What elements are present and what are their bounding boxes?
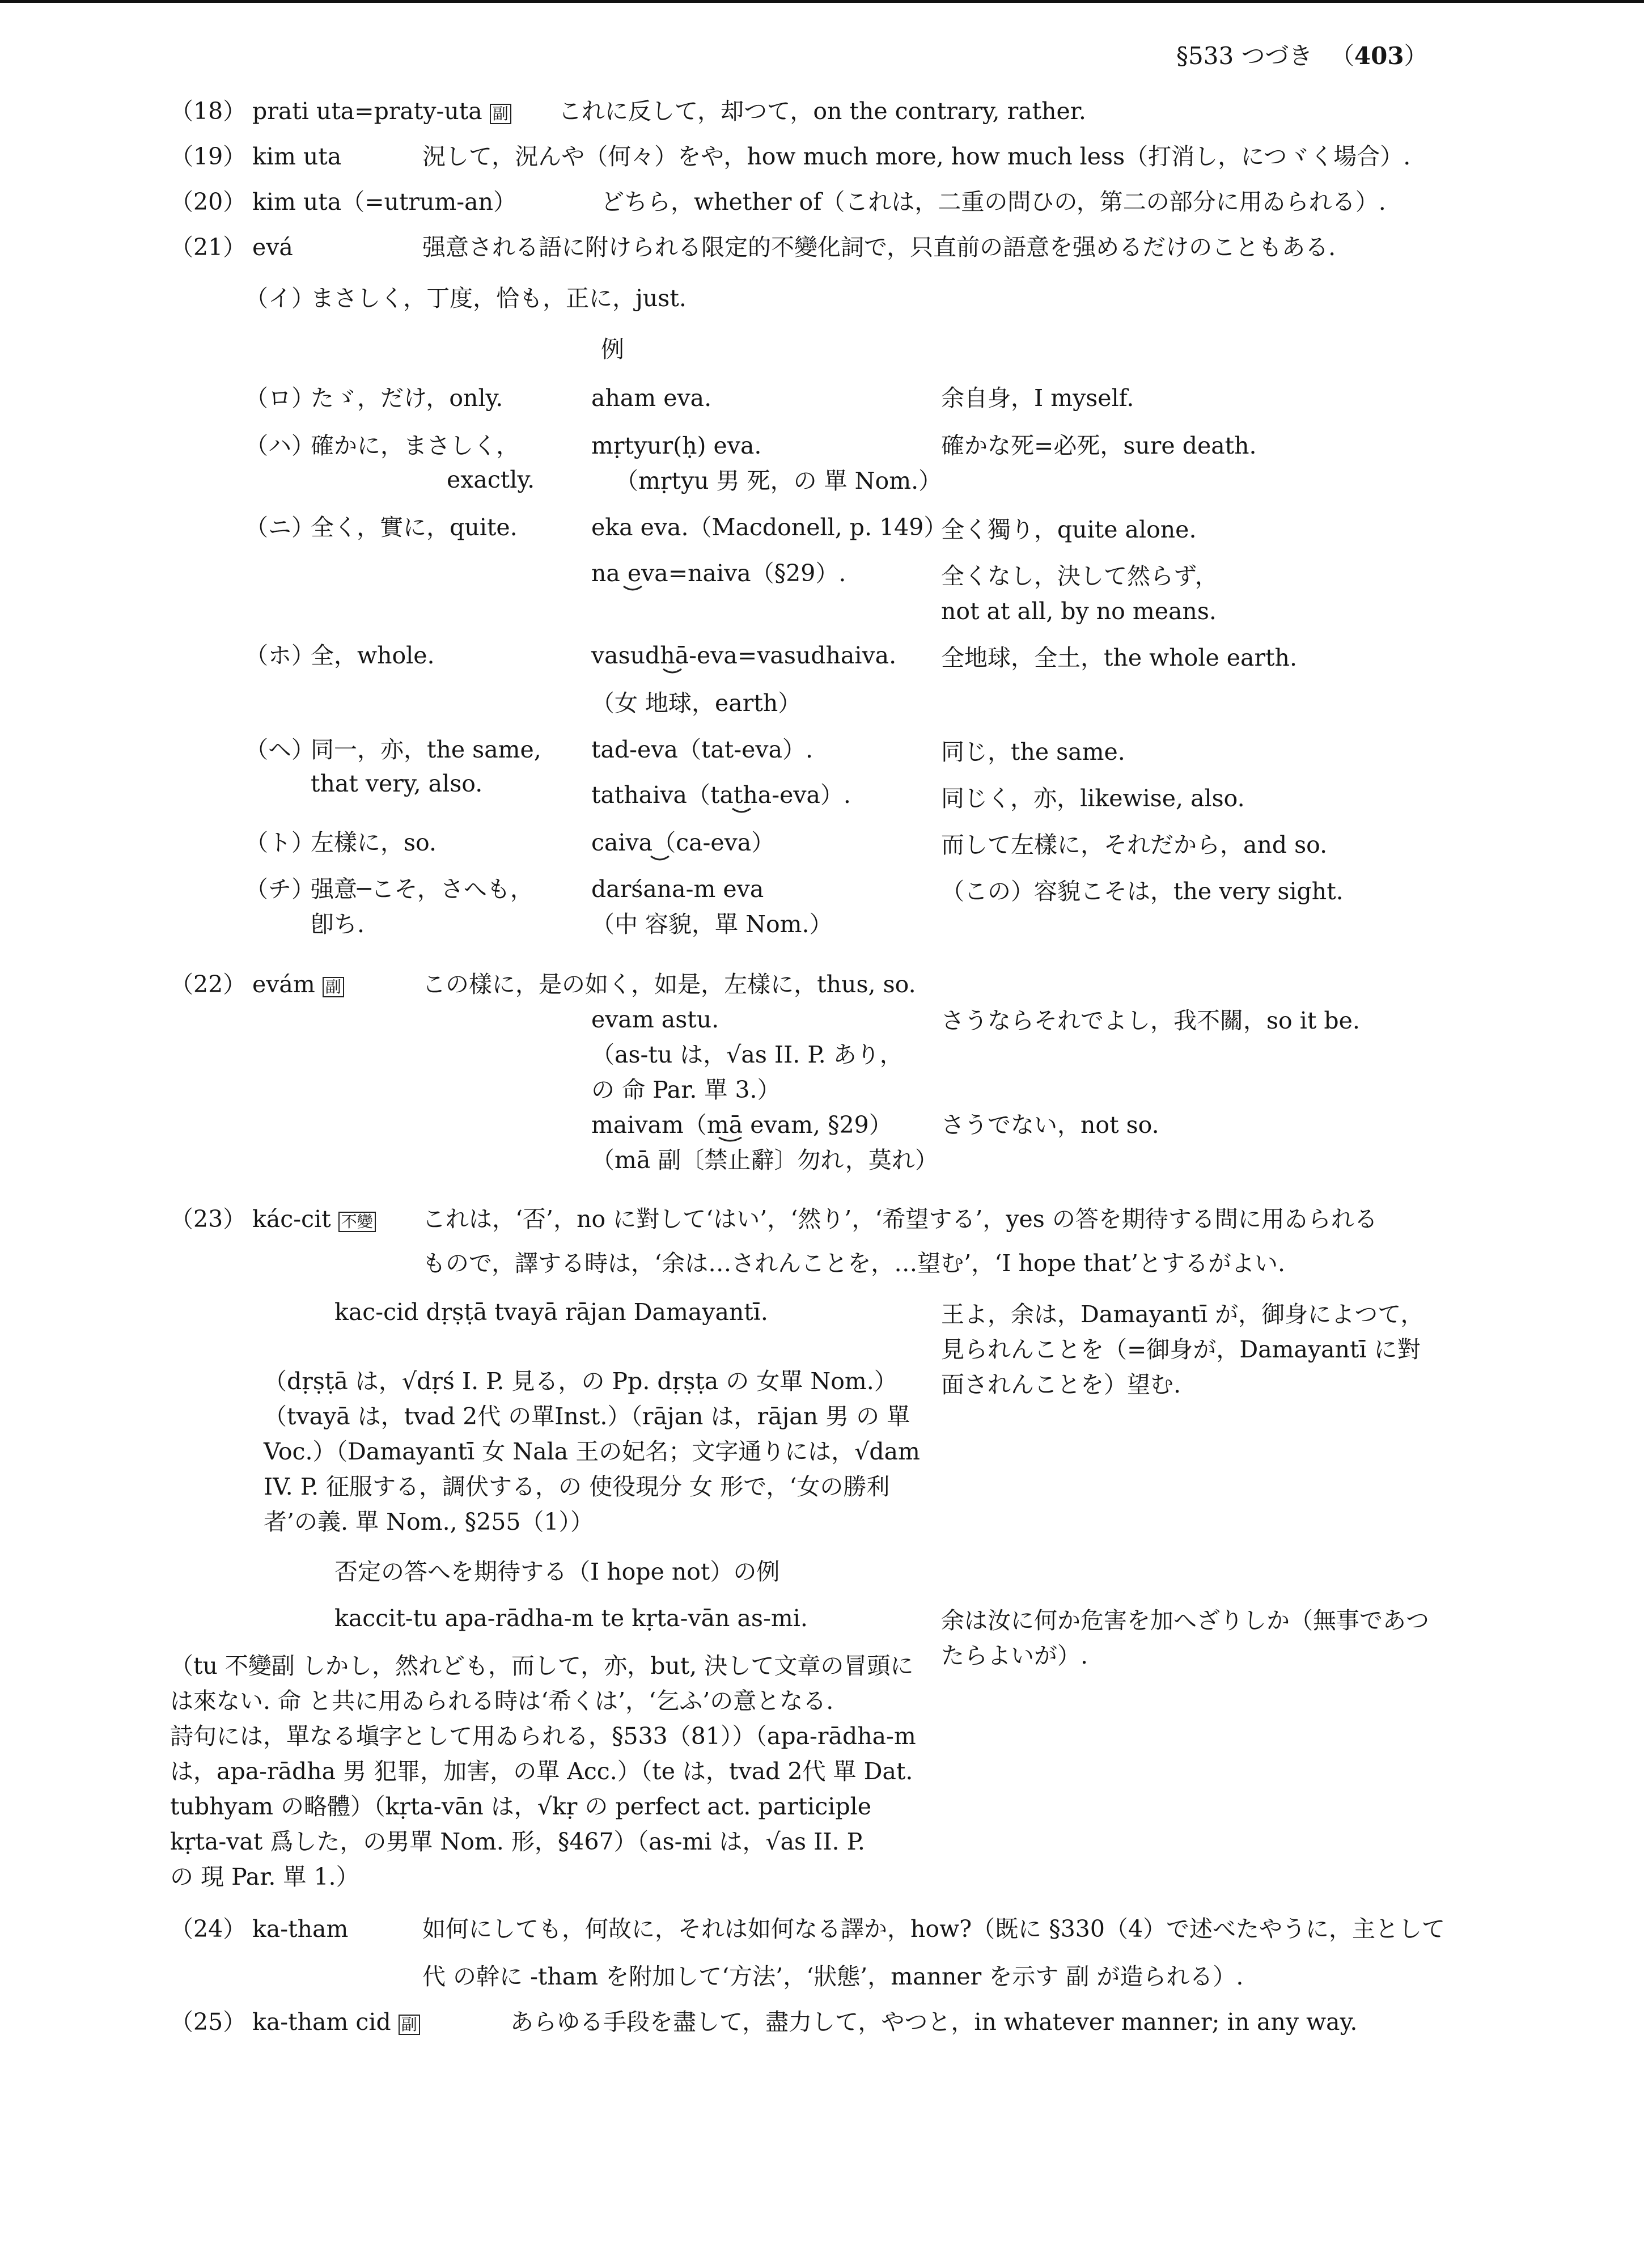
entry-definition: この樣に，是の如く，如是，左樣に，thus, so. — [422, 971, 916, 998]
sub-meaning-continued: exactly. — [447, 466, 535, 493]
example-sanskrit: kac-cid dṛṣṭā tvayā rājan Damayantī. — [334, 1298, 768, 1326]
example-sanskrit: vasudhā-eva=vasudhaiva. — [591, 642, 897, 669]
example-gloss: （女 地球，earth） — [591, 689, 802, 717]
sandhi-ligature-mark — [731, 807, 752, 815]
sub-mark: （ホ） — [245, 642, 315, 669]
grammar-note-line: kṛta-vat 爲した，の男單 Nom. 形，§467）（as-mi は，√as II. P. — [170, 1828, 865, 1855]
example-translation-continued: not at all, by no means. — [941, 598, 1217, 625]
entry-term: kim uta（=utrum-an） — [252, 188, 517, 215]
entry-number: （18） — [170, 98, 247, 125]
entry-definition: 强意される語に附けられる限定的不變化詞で，只直前の語意を强めるだけのこともある. — [422, 234, 1336, 261]
example-sanskrit: na eva=naiva（§29）. — [591, 560, 846, 587]
example-translation: たらよいが）. — [941, 1642, 1088, 1669]
entry-term: kác-cit — [252, 1205, 331, 1233]
sandhi-ligature-mark — [662, 668, 683, 676]
entry-term: ka-tham cid — [252, 2008, 391, 2036]
sandhi-ligature-mark — [718, 1136, 743, 1144]
sub-mark: （ヘ） — [245, 736, 315, 763]
example-sanskrit: kaccit-tu apa-rādha-m te kṛta-vān as-mi. — [334, 1605, 808, 1632]
part-of-speech-badge: 副 — [490, 104, 511, 124]
sub-meaning-continued: 卽ち. — [311, 911, 365, 938]
grammar-note-line: は來ない. 命 と共に用ゐられる時は‘希くは’，‘乞ふ’の意となる. — [170, 1687, 834, 1715]
example-note: （as-tu は，√as II. P. あり， — [591, 1041, 903, 1068]
example-note: （mā 副〔禁止辭〕勿れ，莫れ） — [591, 1146, 938, 1174]
part-of-speech-badge: 不變 — [338, 1212, 376, 1232]
grammar-note-line: IV. P. 征服する，調伏する，の 使役現分 女 形で，‘女の勝利 — [264, 1473, 890, 1500]
entry-definition: 如何にしても，何故に，それは如何なる譯か，how?（既に §330（4）で述べたやうに，主として — [422, 1915, 1446, 1943]
example-gloss: （中 容貌，單 Nom.） — [591, 911, 833, 938]
grammar-note-line: は，apa-rādha 男 犯罪，加害，の單 Acc.）（te は，tvad 2代 單 Dat. — [170, 1758, 913, 1785]
sandhi-ligature-mark — [650, 855, 670, 863]
example-sanskrit: mṛtyur(ḥ) eva. — [591, 432, 762, 459]
page-number: 403 — [1354, 42, 1404, 70]
grammar-note-line: の 現 Par. 單 1.） — [170, 1863, 359, 1890]
sub-meaning: 全，whole. — [311, 642, 435, 669]
example-subheader: 否定の答へを期待する（I hope not）の例 — [334, 1558, 780, 1585]
example-translation: 王よ，余は，Damayantī が，御身によつて， — [941, 1301, 1424, 1328]
sub-meaning: 確かに，まさしく， — [311, 432, 520, 459]
sub-meaning: 左樣に，so. — [311, 829, 437, 856]
entry-18-term-line — [252, 96, 511, 126]
sub-mark: （イ） — [245, 285, 315, 312]
entry-term: evá — [252, 234, 293, 261]
grammar-note-line: 詩句には，單なる塡字として用ゐられる，§533（81））（apa-rādha-m — [170, 1723, 916, 1750]
sub-meaning: まさしく，丁度，恰も，正に，just. — [311, 285, 687, 312]
example-translation: 全地球，全土，the whole earth. — [941, 644, 1297, 671]
grammar-note-line: Voc.）（Damayantī 女 Nala 王の妃名；文字通りには，√dam — [264, 1438, 920, 1465]
entry-definition-continued: 代 の幹に -tham を附加して‘方法’，‘狀態’，manner を示す 副 が造られる）. — [422, 1963, 1244, 1990]
grammar-note-line: tubhyam の略體）（kṛta-vān は，√kṛ の perfect act. participle — [170, 1793, 871, 1820]
example-sanskrit: tad-eva（tat-eva）. — [591, 736, 813, 763]
entry-23-term-line — [252, 1204, 376, 1234]
example-translation: （この）容貌こそは，the very sight. — [941, 878, 1344, 905]
sub-meaning: 强意─こそ，さへも， — [311, 875, 533, 903]
example-sanskrit: evam astu. — [591, 1006, 719, 1033]
part-of-speech-badge: 副 — [399, 2015, 420, 2035]
entry-term: kim uta — [252, 143, 342, 170]
grammar-note-line: 者’の義. 單 Nom., §255（1）） — [264, 1508, 594, 1535]
example-translation: 確かな死=必死，sure death. — [941, 432, 1257, 459]
grammar-note-line: （tu 不變副 しかし，然れども，而して，亦，but, 決して文章の冒頭に — [170, 1652, 914, 1679]
entry-definition: 況して，況んや（何々）をや，how much more, how much less（打消し，につヾく場合）. — [422, 143, 1411, 170]
example-translation: さうでない，not so. — [941, 1111, 1159, 1139]
example-sanskrit: caiva（ca-eva） — [591, 829, 775, 856]
entry-18 — [170, 96, 246, 126]
part-of-speech-badge: 副 — [323, 977, 344, 997]
entry-term: prati uta=praty-uta — [252, 98, 482, 125]
sub-meaning: たゞ，だけ，only. — [311, 384, 503, 412]
grammar-note-line: （dṛṣṭā は，√dṛś I. P. 見る，の Pp. dṛṣṭa の 女單 Nom.） — [264, 1368, 897, 1395]
grammar-note-line: （tvayā は，tvad 2代 の單Inst.）（rājan は，rājan 男 の 單 — [264, 1403, 910, 1430]
example-sanskrit: maivam（mā evam, §29） — [591, 1111, 892, 1139]
entry-22-term-line — [252, 970, 344, 1000]
example-gloss: （mṛtyu 男 死，の 單 Nom.） — [615, 467, 942, 494]
sub-mark: （ト） — [245, 829, 315, 856]
entry-number: （24） — [170, 1915, 247, 1943]
entry-number: （20） — [170, 188, 247, 215]
entry-number: （22） — [170, 971, 247, 998]
top-rule — [0, 0, 1644, 3]
sub-mark: （ロ） — [245, 384, 315, 412]
entry-number: （23） — [170, 1205, 247, 1233]
sub-meaning: 全く，實に，quite. — [311, 514, 518, 541]
example-translation: さうならそれでよし，我不關，so it be. — [941, 1007, 1360, 1034]
sub-mark: （ニ） — [245, 514, 315, 541]
entry-number: （19） — [170, 143, 247, 170]
example-note: の 命 Par. 單 3.） — [591, 1076, 781, 1103]
entry-number: （25） — [170, 2008, 247, 2036]
entry-definition-continued: もので，譯する時は，‘余は…されんことを，…望む’，‘I hope that’とするがよい. — [422, 1250, 1286, 1277]
entry-25-term-line — [252, 2007, 420, 2037]
entry-definition: あらゆる手段を盡して，盡力して，やつと，in whatever manner; in any way. — [510, 2008, 1358, 2036]
example-translation: 全くなし，決して然らず， — [941, 562, 1218, 590]
example-sanskrit: aham eva. — [591, 384, 712, 412]
entry-definition: どちら，whether of（これは，二重の問ひの，第二の部分に用ゐられる）. — [601, 188, 1386, 215]
entry-term: evám — [252, 971, 315, 998]
sub-meaning-continued: that very, also. — [311, 770, 483, 797]
entry-number: （21） — [170, 234, 247, 261]
sub-mark: （ハ） — [245, 432, 315, 459]
example-header: 例 — [601, 336, 624, 363]
entry-definition: これは，‘否’，no に對して‘はい’，‘然り’，‘希望する’，yes の答を期待する問に用ゐられる — [422, 1205, 1378, 1233]
example-translation: 余自身，I myself. — [941, 384, 1134, 412]
example-translation: 全く獨り，quite alone. — [941, 516, 1197, 543]
entry-definition: これに反して，却つて，on the contrary, rather. — [558, 98, 1086, 125]
page-header: §533 つづき （403） — [1176, 42, 1428, 70]
entry-term: ka-tham — [252, 1915, 349, 1943]
example-translation: 面されんことを）望む. — [941, 1371, 1181, 1398]
example-translation: 同じ，the same. — [941, 738, 1125, 765]
example-sanskrit: eka eva.（Macdonell, p. 149） — [591, 514, 947, 541]
example-sanskrit: tathaiva（tatha-eva）. — [591, 781, 851, 809]
section-reference: §533 つづき — [1176, 42, 1313, 70]
sub-meaning: 同一，亦，the same, — [311, 736, 541, 763]
example-translation: 余は汝に何か危害を加へざりしか（無事であつ — [941, 1607, 1429, 1634]
sub-mark: （チ） — [245, 875, 315, 903]
example-sanskrit: darśana-m eva — [591, 875, 764, 903]
example-translation: 而して左樣に，それだから，and so. — [941, 831, 1328, 858]
sandhi-ligature-mark — [622, 585, 643, 593]
example-translation: 同じく，亦，likewise, also. — [941, 785, 1245, 812]
example-translation: 見られんことを（=御身が，Damayantī に對 — [941, 1336, 1421, 1363]
